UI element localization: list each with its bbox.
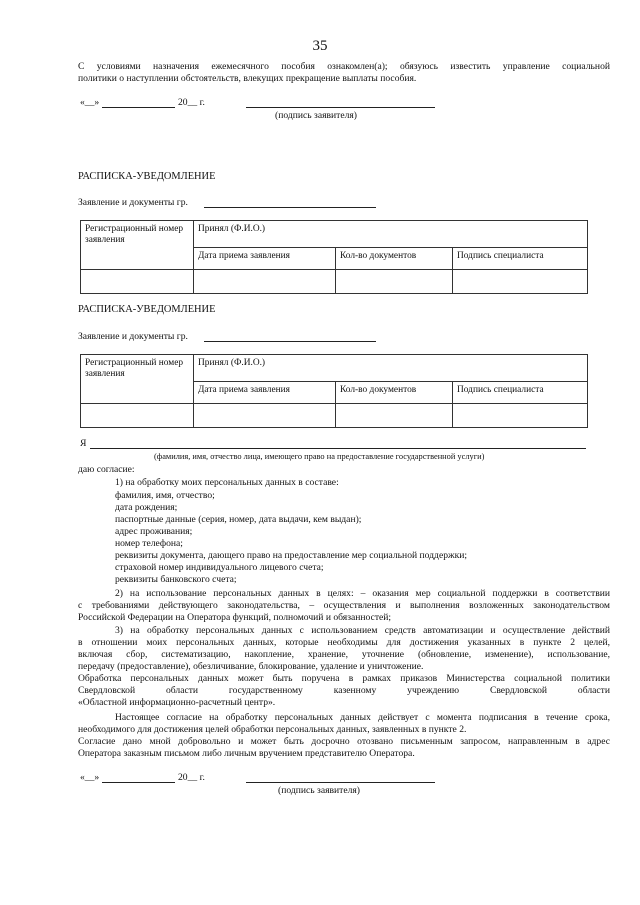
date-month-line	[102, 782, 175, 783]
processing-line-3: «Областной информационно-расчетный центр».	[78, 697, 276, 708]
consent-item-2-line-2: с требованиями действующего законодательства, – осуществления и выполнения возложенных законодательством	[78, 600, 610, 611]
date-day: «__»	[80, 97, 100, 108]
consent-item-3-line-2: в отношении моих персональных данных, которые необходимы для достижения указанных в пункте 2 целей,	[78, 637, 610, 648]
processing-line-2: Свердловской области государственному казенному учреждению Свердловской области	[78, 685, 610, 696]
consent-name-caption: (фамилия, имя, отчество лица, имеющего право на предоставление государственной услуги)	[154, 452, 485, 461]
consent-field: адрес проживания;	[115, 526, 193, 537]
consent-field: паспортные данные (серия, номер, дата выдачи, кем выдан);	[115, 514, 362, 525]
consent-item-1: 1) на обработку моих персональных данных в составе:	[115, 477, 339, 488]
consent-item-2-line-1: 2) на использование персональных данных в целях: – оказания мер социальной поддержки в соответствии	[115, 588, 610, 599]
reg-number-cell	[81, 404, 194, 428]
date-received-cell	[194, 270, 336, 294]
reg-number-header: Регистрационный номер заявления	[81, 355, 194, 404]
validity-line-1: Настоящее согласие на обработку персональных данных действует с момента подписания в течение срока,	[115, 712, 610, 723]
registration-table	[80, 354, 588, 428]
consent-name-line	[90, 448, 586, 449]
accepted-header: Принял (Ф.И.О.)	[194, 355, 588, 382]
docs-label: Заявление и документы гр.	[78, 197, 188, 208]
date-received-header: Дата приема заявления	[194, 248, 336, 270]
processing-line-1: Обработка персональных данных может быть поручена в рамках приказов Министерства социальной политики	[78, 673, 610, 684]
consent-item-3-line-4: передачу (предоставление), обезличивание, блокирование, удаление и уничтожение.	[78, 661, 424, 672]
consent-field: реквизиты банковского счета;	[115, 574, 237, 585]
date-day: «__»	[80, 772, 100, 783]
receipt-title: РАСПИСКА-УВЕДОМЛЕНИЕ	[78, 304, 216, 315]
signature-line	[246, 107, 435, 108]
consent-item-3-line-3: включая сбор, систематизацию, накопление, хранение, уточнение (обновление, изменение), использование,	[78, 649, 610, 660]
date-month-line	[102, 107, 175, 108]
date-year: 20__ г.	[178, 97, 205, 108]
docs-label: Заявление и документы гр.	[78, 331, 188, 342]
consent-field: страховой номер индивидуального лицевого счета;	[115, 562, 324, 573]
intro-line-2: политики о наступлении обстоятельств, влекущих прекращение выплаты пособия.	[78, 73, 417, 84]
signature-caption: (подпись заявителя)	[275, 110, 358, 121]
intro-line-1: С условиями назначения ежемесячного пособия ознакомлен(а); обязуюсь известить управление социальной	[78, 61, 610, 72]
specialist-sign-header: Подпись специалиста	[453, 248, 588, 270]
consent-item-3-line-1: 3) на обработку персональных данных с использованием средств автоматизации и осуществление действий	[115, 625, 610, 636]
consent-field: реквизиты документа, дающего право на предоставление мер социальной поддержки;	[115, 550, 468, 561]
specialist-sign-cell	[453, 270, 588, 294]
consent-field: номер телефона;	[115, 538, 183, 549]
reg-number-cell	[81, 270, 194, 294]
specialist-sign-header: Подпись специалиста	[453, 382, 588, 404]
date-received-header: Дата приема заявления	[194, 382, 336, 404]
consent-field: дата рождения;	[115, 502, 178, 513]
signature-line	[246, 782, 435, 783]
consent-item-2-line-3: Российской Федерации на Оператора функций, полномочий и обязанностей;	[78, 612, 392, 623]
revoke-line-2: Оператора заказным письмом либо личным вручением представителю Оператора.	[78, 748, 415, 759]
specialist-sign-cell	[453, 404, 588, 428]
revoke-line-1: Согласие дано мной добровольно и может быть досрочно отозвано письменным запросом, направленным в адрес	[78, 736, 610, 747]
consent-give: даю согласие:	[78, 464, 135, 475]
reg-number-header: Регистрационный номер заявления	[81, 221, 194, 270]
accepted-header: Принял (Ф.И.О.)	[194, 221, 588, 248]
consent-i: Я	[80, 438, 87, 449]
doc-count-cell	[336, 404, 453, 428]
doc-count-cell	[336, 270, 453, 294]
date-year: 20__ г.	[178, 772, 205, 783]
docs-name-line	[204, 207, 376, 208]
registration-table	[80, 220, 588, 294]
docs-name-line	[204, 341, 376, 342]
doc-count-header: Кол-во документов	[336, 382, 453, 404]
date-received-cell	[194, 404, 336, 428]
receipt-title: РАСПИСКА-УВЕДОМЛЕНИЕ	[78, 171, 216, 182]
doc-count-header: Кол-во документов	[336, 248, 453, 270]
signature-caption: (подпись заявителя)	[278, 785, 361, 796]
consent-field: фамилия, имя, отчество;	[115, 490, 215, 501]
validity-line-2: необходимого для достижения целей обработки персональных данных, заявленных в пункте 2.	[78, 724, 467, 735]
page-number: 35	[312, 38, 328, 54]
